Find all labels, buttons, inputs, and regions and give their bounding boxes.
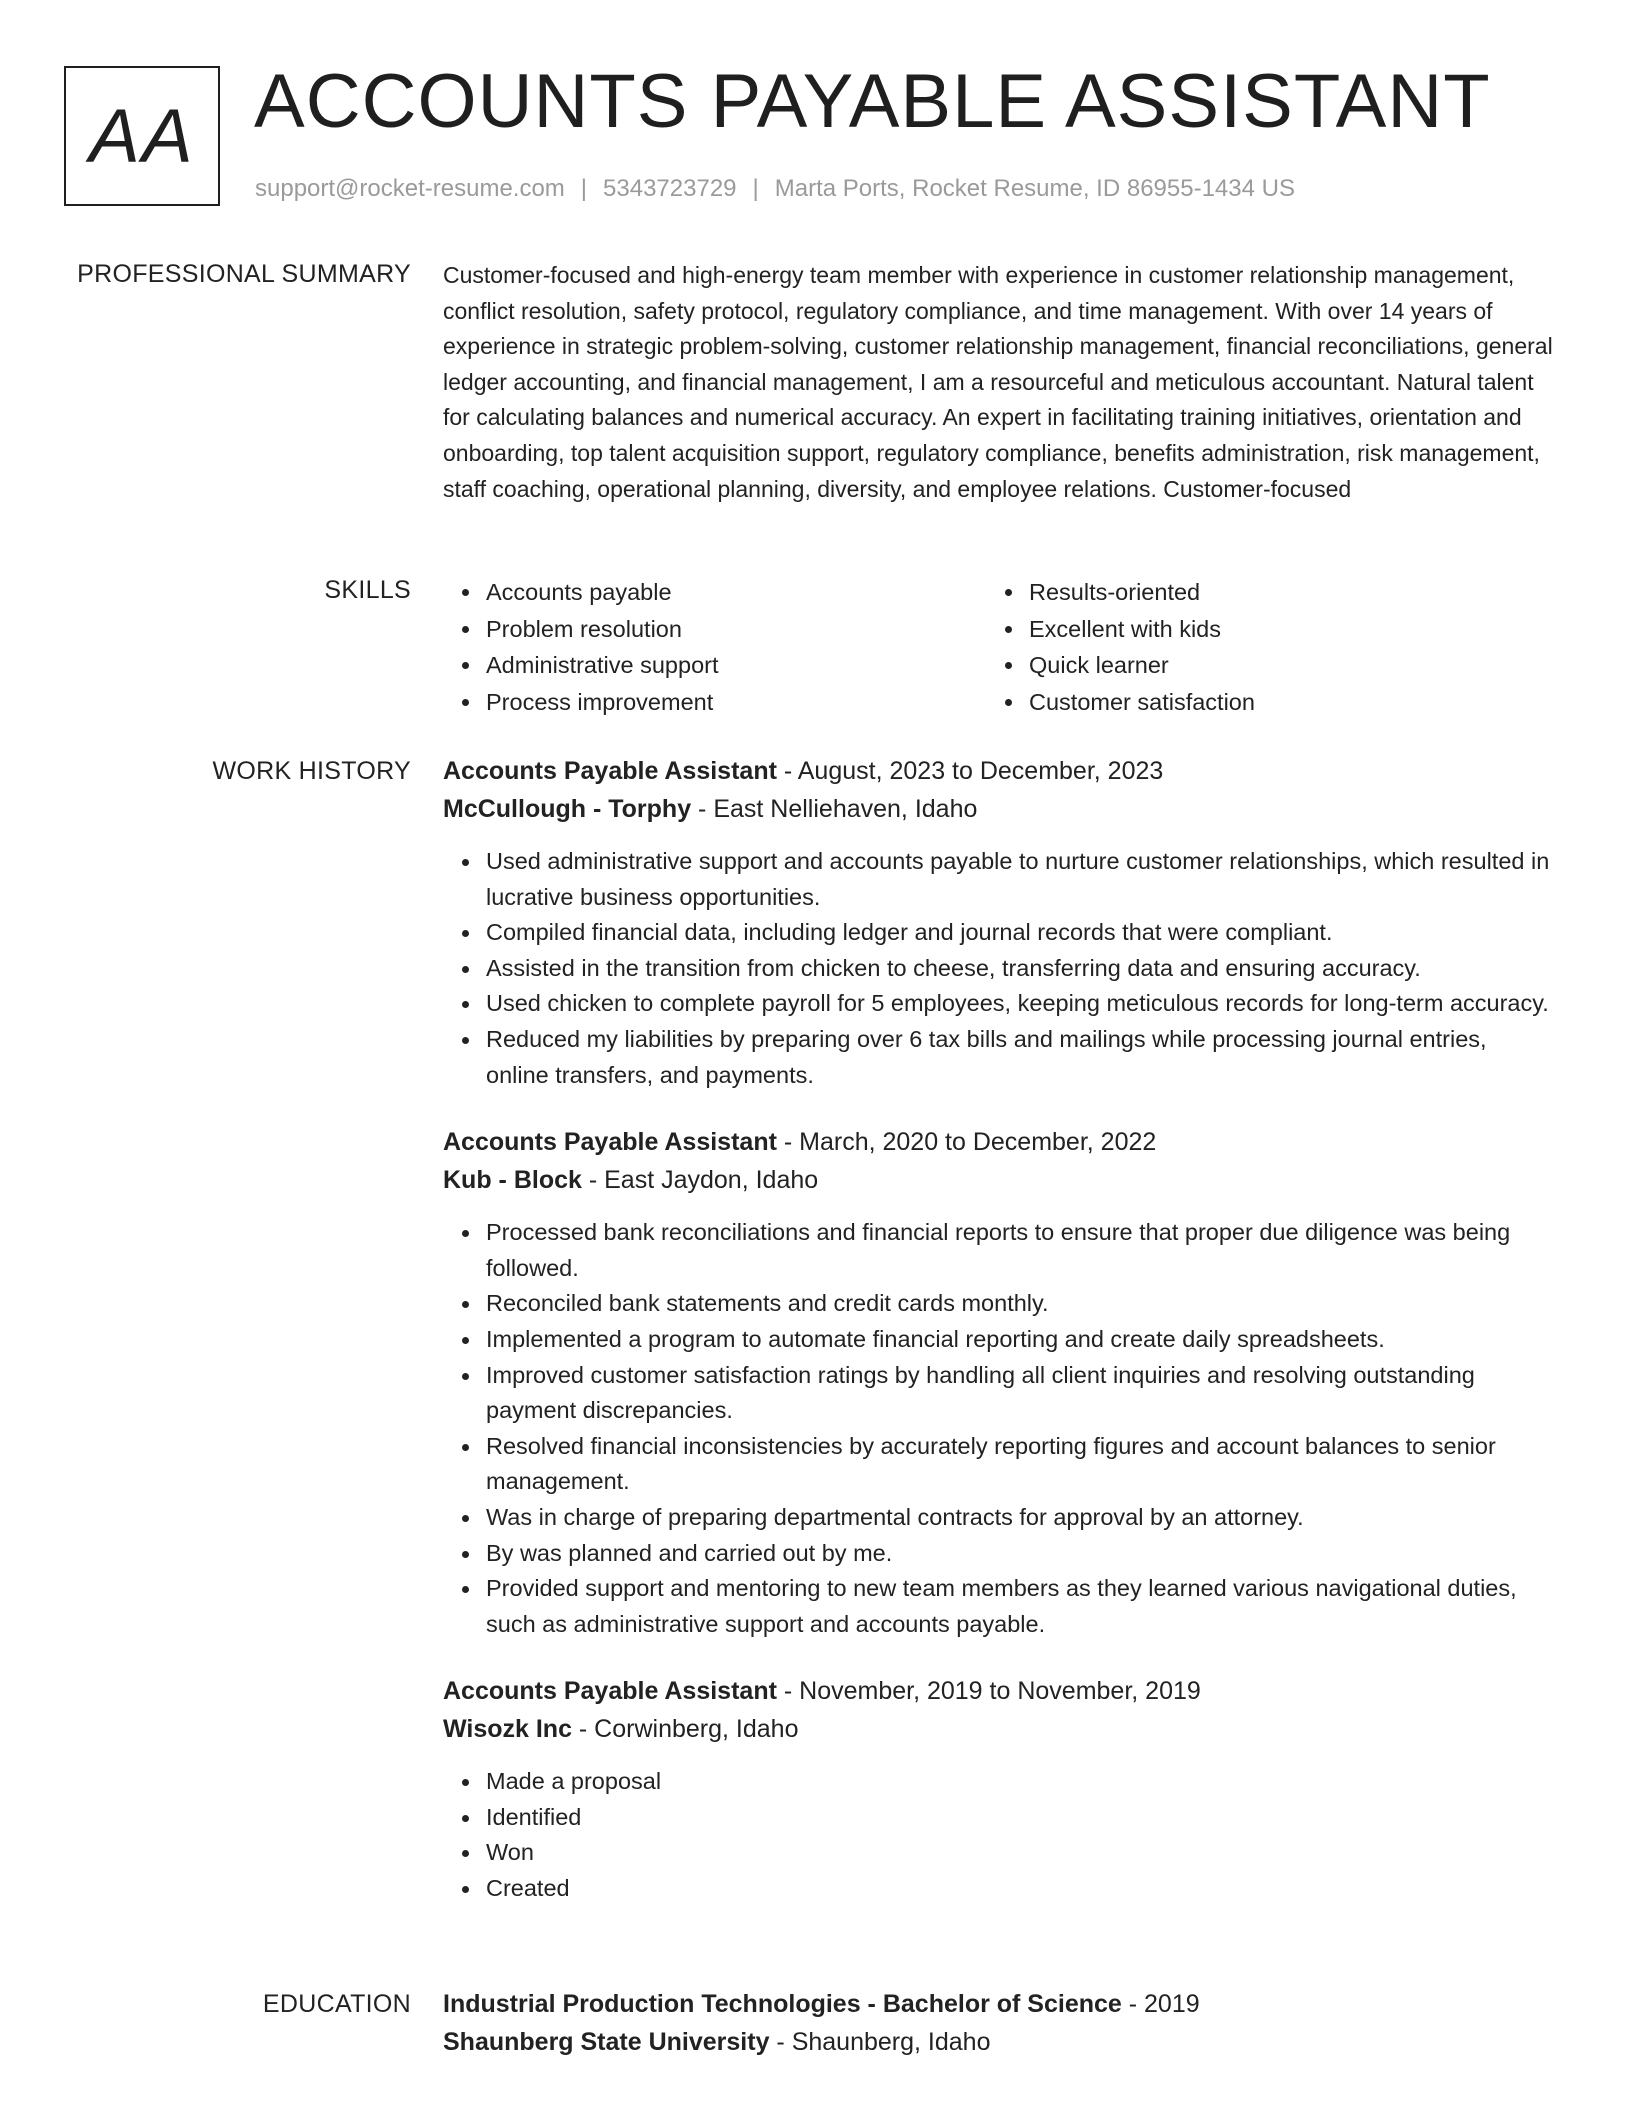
list-item: Created xyxy=(486,1871,1553,1907)
job-bullets xyxy=(443,844,1553,1093)
skills-list-right xyxy=(986,574,1529,720)
list-item: Processed bank reconciliations and financial reports to ensure that proper due diligence was being followed. xyxy=(486,1215,1553,1286)
list-item: Reduced my liabilities by preparing over 6 tax bills and mailings while processing journal entries, online transfers, and payments. xyxy=(486,1022,1553,1093)
list-item: Identified xyxy=(486,1800,1553,1836)
job-bullets xyxy=(443,1764,1553,1906)
list-item: Compiled financial data, including ledger and journal records that were compliant. xyxy=(486,915,1553,951)
contact-separator: | xyxy=(752,175,759,202)
skill-item: Process improvement xyxy=(486,684,986,721)
school-name: Shaunberg State University xyxy=(443,2028,770,2056)
skill-item: Problem resolution xyxy=(486,611,986,648)
job-company: Wisozk Inc xyxy=(443,1715,572,1744)
skill-item: Accounts payable xyxy=(486,574,986,611)
section-label-work: WORK HISTORY xyxy=(212,757,411,785)
list-item: Was in charge of preparing departmental contracts for approval by an attorney. xyxy=(486,1500,1553,1536)
job-bullets xyxy=(443,1215,1553,1642)
address: Marta Ports, Rocket Resume, ID 86955-1434 US xyxy=(774,175,1295,202)
section-label-summary: PROFESSIONAL SUMMARY xyxy=(77,260,411,288)
contact-separator: | xyxy=(580,175,588,202)
job-location: - East Nelliehaven, Idaho xyxy=(691,795,978,823)
school-location: - Shaunberg, Idaho xyxy=(769,2028,991,2056)
skill-item: Results-oriented xyxy=(1029,574,1529,611)
section-label-skills: SKILLS xyxy=(324,576,411,604)
list-item: Resolved financial inconsistencies by accurately reporting figures and account balances to senior management. xyxy=(486,1429,1553,1500)
monogram-logo: AA xyxy=(64,66,220,206)
list-item: Assisted in the transition from chicken to cheese, transferring data and ensuring accuracy. xyxy=(486,951,1553,987)
email-link[interactable]: support@rocket-resume.com xyxy=(255,175,565,202)
list-item: By was planned and carried out by me. xyxy=(486,1536,1553,1572)
job-company: Kub - Block xyxy=(443,1166,582,1195)
section-label-education: EDUCATION xyxy=(262,1990,411,2018)
skill-item: Customer satisfaction xyxy=(1029,684,1529,721)
skill-item: Administrative support xyxy=(486,647,986,684)
job-dates: - March, 2020 to December, 2022 xyxy=(776,1128,1157,1157)
contact-line xyxy=(255,174,1295,204)
list-item: Used administrative support and accounts payable to nurture customer relationships, which resulted in lucrative business opportunities. xyxy=(486,844,1553,915)
job-location: - East Jaydon, Idaho xyxy=(581,1166,819,1195)
list-item: Provided support and mentoring to new team members as they learned various navigational duties, such as administrative support and accounts payable. xyxy=(486,1571,1553,1642)
page-title: ACCOUNTS PAYABLE ASSISTANT xyxy=(254,59,1491,144)
skills-list-left xyxy=(443,574,986,720)
job-entry xyxy=(443,1123,1553,1642)
summary-text: Customer-focused and high-energy team member with experience in customer relationship management, conflict resolution, safety protocol, regulatory compliance, and time management. With over 14 years of experience in strategic problem-solving, customer relationship management, financial reconciliations, general ledger accounting, and financial management, I am a resourceful and meticulous accountant. Natural talent for calculating balances and numerical accuracy. An expert in facilitating training initiatives, orientation and onboarding, top talent acquisition support, regulatory compliance, benefits administration, risk management, staff coaching, operational planning, diversity, and employee relations. Customer-focused xyxy=(443,262,1553,502)
phone-number[interactable]: 5343723729 xyxy=(603,175,737,202)
job-dates: - August, 2023 to December, 2023 xyxy=(776,757,1164,785)
list-item: Made a proposal xyxy=(486,1764,1553,1800)
job-title: Accounts Payable Assistant xyxy=(443,1677,777,1706)
job-company: McCullough - Torphy xyxy=(443,795,692,823)
graduation-year: - 2019 xyxy=(1121,1990,1200,2018)
list-item: Won xyxy=(486,1835,1553,1871)
list-item: Implemented a program to automate financial reporting and create daily spreadsheets. xyxy=(486,1322,1553,1358)
list-item: Improved customer satisfaction ratings by handling all client inquiries and resolving outstanding payment discrepancies. xyxy=(486,1358,1553,1429)
job-title: Accounts Payable Assistant xyxy=(443,757,777,785)
job-entry xyxy=(443,752,1553,1093)
list-item: Used chicken to complete payroll for 5 employees, keeping meticulous records for long-term accuracy. xyxy=(486,986,1553,1022)
job-dates: - November, 2019 to November, 2019 xyxy=(776,1677,1201,1706)
skill-item: Excellent with kids xyxy=(1029,611,1529,648)
job-title: Accounts Payable Assistant xyxy=(443,1128,777,1157)
list-item: Reconciled bank statements and credit cards monthly. xyxy=(486,1286,1553,1322)
job-location: - Corwinberg, Idaho xyxy=(571,1715,799,1744)
job-entry xyxy=(443,1672,1553,1906)
degree: Industrial Production Technologies - Bachelor of Science xyxy=(443,1990,1122,2018)
skill-item: Quick learner xyxy=(1029,647,1529,684)
